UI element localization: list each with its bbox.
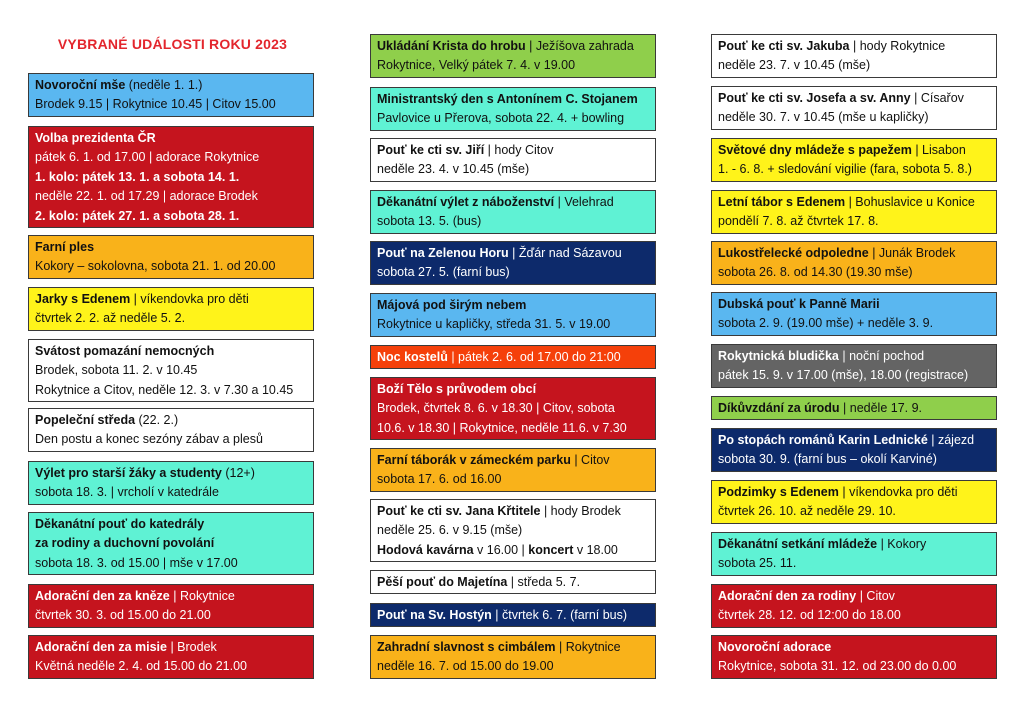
event-text-bold: Adorační den za rodiny bbox=[718, 589, 857, 603]
event-detail-line bbox=[718, 366, 990, 385]
event-text: | pátek 2. 6. od 17.00 do 21:00 bbox=[447, 350, 621, 364]
event-detail-line bbox=[377, 160, 649, 179]
event-text-bold: Pouť ke cti sv. Josefa a sv. Anny bbox=[718, 91, 911, 105]
event-text-bold: Farní ples bbox=[35, 240, 95, 254]
event-text-bold: Májová pod širým nebem bbox=[377, 298, 527, 312]
event-title-line bbox=[377, 502, 649, 521]
event-text-bold: Pěší pouť do Majetína bbox=[377, 575, 508, 589]
event-box bbox=[370, 570, 656, 594]
event-text-bold: Rokytnická bludička bbox=[718, 349, 839, 363]
event-text: pátek 6. 1. od 17.00 | adorace Rokytnice bbox=[35, 150, 260, 165]
event-title-line bbox=[718, 483, 990, 502]
event-text: sobota 17. 6. od 16.00 bbox=[377, 472, 502, 487]
event-text-bold: Adorační den za misie bbox=[35, 640, 167, 654]
event-text-bold: Dubská pouť k Panně Marii bbox=[718, 297, 880, 311]
event-text: (neděle 1. 1.) bbox=[125, 78, 203, 92]
event-text-bold: Ministrantský den s Antonínem C. Stojanem bbox=[377, 92, 638, 106]
event-title-line bbox=[35, 76, 307, 95]
event-text-bold: 1. kolo: pátek 13. 1. a sobota 14. 1. bbox=[35, 169, 240, 184]
event-detail-line bbox=[377, 109, 649, 128]
event-text: | hody Rokytnice bbox=[849, 39, 946, 53]
event-detail-line bbox=[35, 257, 307, 276]
event-text-bold: Děkanátní výlet z náboženství bbox=[377, 195, 555, 209]
event-title-line bbox=[35, 290, 307, 309]
event-text: Den postu a konec sezóny zábav a plesů bbox=[35, 432, 263, 447]
event-text: neděle 22. 1. od 17.29 | adorace Brodek bbox=[35, 189, 258, 204]
event-box bbox=[711, 584, 997, 628]
event-text: sobota 2. 9. (19.00 mše) + neděle 3. 9. bbox=[718, 316, 934, 331]
event-text: Pavlovice u Přerova, sobota 22. 4. + bowling bbox=[377, 111, 625, 126]
event-detail-line bbox=[35, 606, 307, 625]
event-title-line bbox=[35, 411, 307, 430]
event-detail-line bbox=[718, 606, 990, 625]
event-text: | noční pochod bbox=[838, 349, 925, 363]
event-text-bold: Děkanátní pouť do katedrály bbox=[35, 517, 205, 531]
event-box bbox=[28, 512, 314, 575]
event-text: | Kokory bbox=[877, 537, 927, 551]
event-title-line bbox=[377, 90, 649, 109]
event-text: sobota 27. 5. (farní bus) bbox=[377, 265, 510, 280]
event-title-line bbox=[377, 244, 649, 263]
event-box bbox=[711, 396, 997, 420]
event-text-bold: Farní táborák v zámeckém parku bbox=[377, 453, 571, 467]
event-text-bold: Svátost pomazání nemocných bbox=[35, 344, 215, 358]
event-box bbox=[711, 480, 997, 524]
event-title-line bbox=[718, 535, 990, 554]
event-text: | Citov bbox=[570, 453, 610, 467]
event-detail-line bbox=[35, 309, 307, 328]
event-detail-line bbox=[718, 263, 990, 282]
event-text-bold: Po stopách románů Karin Lednické bbox=[718, 433, 928, 447]
event-text: 1. - 6. 8. + sledování vigilie (fara, sobota 5. 8.) bbox=[718, 162, 972, 177]
event-text: sobota 30. 9. (farní bus – okolí Karviné) bbox=[718, 452, 937, 467]
event-text-bold: Popeleční středa bbox=[35, 413, 136, 427]
event-title-line bbox=[377, 141, 649, 160]
event-text-bold: Díkůvzdání za úrodu bbox=[718, 401, 840, 415]
event-detail-line bbox=[377, 521, 649, 540]
event-box bbox=[711, 635, 997, 679]
event-detail-line bbox=[377, 399, 649, 418]
event-title-line bbox=[35, 129, 307, 148]
event-box bbox=[370, 138, 656, 182]
event-text-bold: Hodová kavárna bbox=[377, 542, 474, 557]
event-detail-line bbox=[35, 148, 307, 167]
event-text: neděle 16. 7. od 15.00 do 19.00 bbox=[377, 659, 554, 674]
event-detail-line bbox=[35, 381, 307, 400]
event-text: | víkendovka pro děti bbox=[838, 485, 958, 499]
event-title-line bbox=[718, 193, 990, 212]
event-text: Květná neděle 2. 4. od 15.00 do 21.00 bbox=[35, 659, 247, 674]
event-text: Brodek 9.15 | Rokytnice 10.45 | Citov 15.00 bbox=[35, 97, 276, 112]
event-text: čtvrtek 26. 10. až neděle 29. 10. bbox=[718, 504, 896, 519]
event-text: sobota 26. 8. od 14.30 (19.30 mše) bbox=[718, 265, 913, 280]
event-box bbox=[28, 461, 314, 505]
event-box bbox=[370, 87, 656, 131]
event-title-line bbox=[377, 296, 649, 315]
event-detail-line bbox=[718, 450, 990, 469]
event-text: sobota 25. 11. bbox=[718, 556, 797, 571]
event-title-line bbox=[718, 141, 990, 160]
event-text: Kokory – sokolovna, sobota 21. 1. od 20.00 bbox=[35, 259, 276, 274]
event-text-bold: Pouť ke cti sv. Jiří bbox=[377, 143, 485, 157]
event-title-line bbox=[35, 515, 307, 534]
event-box bbox=[28, 287, 314, 331]
event-detail-line bbox=[35, 534, 307, 553]
event-text-bold: Adorační den za kněze bbox=[35, 589, 170, 603]
event-text-bold: Boží Tělo s průvodem obcí bbox=[377, 382, 537, 396]
event-text: Rokytnice a Citov, neděle 12. 3. v 7.30 a 10.45 bbox=[35, 382, 294, 397]
event-box bbox=[711, 532, 997, 576]
event-title-line bbox=[35, 587, 307, 606]
event-text-bold: za rodiny a duchovní povolání bbox=[35, 536, 215, 551]
event-text: | Velehrad bbox=[554, 195, 614, 209]
event-text: sobota 18. 3. od 15.00 | mše v 17.00 bbox=[35, 555, 238, 570]
event-box bbox=[711, 292, 997, 336]
event-detail-line bbox=[718, 212, 990, 231]
event-box bbox=[711, 86, 997, 130]
event-text: | Rokytnice bbox=[555, 640, 621, 654]
event-text: sobota 13. 5. (bus) bbox=[377, 214, 482, 229]
event-box bbox=[28, 126, 314, 228]
event-text: | víkendovka pro děti bbox=[130, 292, 249, 306]
event-text: Rokytnice u kapličky, středa 31. 5. v 19.00 bbox=[377, 317, 611, 332]
event-detail-line bbox=[35, 95, 307, 114]
event-detail-line bbox=[377, 657, 649, 676]
event-text-bold: Jarky s Edenem bbox=[35, 292, 131, 306]
event-text-bold: Výlet pro starší žáky a studenty bbox=[35, 466, 222, 480]
event-text: | zájezd bbox=[927, 433, 975, 447]
event-text-bold: Lukostřelecké odpoledne bbox=[718, 246, 869, 260]
event-box bbox=[28, 235, 314, 279]
event-title-line bbox=[377, 380, 649, 399]
event-title-line bbox=[377, 451, 649, 470]
event-text-bold: 2. kolo: pátek 27. 1. a sobota 28. 1. bbox=[35, 208, 240, 223]
event-title-line bbox=[718, 37, 990, 56]
event-detail-line bbox=[377, 56, 649, 75]
event-text-bold: Pouť na Zelenou Horu bbox=[377, 246, 509, 260]
event-box bbox=[28, 408, 314, 452]
event-text-bold: koncert bbox=[528, 542, 574, 557]
event-title-line bbox=[35, 638, 307, 657]
event-detail-line bbox=[35, 657, 307, 676]
event-title-line bbox=[718, 638, 990, 657]
event-text-bold: Pouť ke cti sv. Jana Křtitele bbox=[377, 504, 541, 518]
event-text: 10.6. v 18.30 | Rokytnice, neděle 11.6. v 7.30 bbox=[377, 420, 627, 435]
event-text: neděle 23. 4. v 10.45 (mše) bbox=[377, 162, 530, 177]
event-text-bold: Zahradní slavnost s cimbálem bbox=[377, 640, 556, 654]
event-box bbox=[370, 345, 656, 369]
event-text: čtvrtek 30. 3. od 15.00 do 21.00 bbox=[35, 608, 211, 623]
event-box bbox=[370, 241, 656, 285]
event-detail-line bbox=[35, 483, 307, 502]
event-detail-line bbox=[718, 657, 990, 676]
event-text: Brodek, sobota 11. 2. v 10.45 bbox=[35, 363, 198, 378]
event-detail-line bbox=[718, 314, 990, 333]
event-detail-line bbox=[377, 541, 649, 560]
event-title-line bbox=[377, 573, 649, 592]
event-box bbox=[28, 73, 314, 117]
event-box bbox=[370, 34, 656, 78]
event-title-line bbox=[718, 295, 990, 314]
event-title-line bbox=[35, 238, 307, 257]
event-box bbox=[711, 241, 997, 285]
event-box bbox=[370, 448, 656, 492]
event-detail-line bbox=[718, 502, 990, 521]
event-text: (12+) bbox=[221, 466, 255, 480]
event-detail-line bbox=[718, 56, 990, 75]
event-box bbox=[370, 499, 656, 562]
event-box bbox=[370, 190, 656, 234]
event-text: Rokytnice, Velký pátek 7. 4. v 19.00 bbox=[377, 58, 576, 73]
event-box bbox=[711, 428, 997, 472]
event-text-bold: Novoroční adorace bbox=[718, 640, 832, 654]
event-text: | hody Citov bbox=[484, 143, 554, 157]
event-box bbox=[28, 635, 314, 679]
event-text: neděle 25. 6. v 9.15 (mše) bbox=[377, 523, 523, 538]
event-title-line bbox=[377, 348, 649, 367]
event-text: pátek 15. 9. v 17.00 (mše), 18.00 (registrace) bbox=[718, 368, 969, 383]
event-text: neděle 30. 7. v 10.45 (mše u kapličky) bbox=[718, 110, 929, 125]
event-box bbox=[28, 584, 314, 628]
event-text: neděle 23. 7. v 10.45 (mše) bbox=[718, 58, 871, 73]
event-text: | Císařov bbox=[910, 91, 964, 105]
event-text: | Bohuslavice u Konice bbox=[845, 195, 975, 209]
event-box bbox=[711, 138, 997, 182]
event-box bbox=[370, 377, 656, 440]
event-text: | Ježíšova zahrada bbox=[525, 39, 634, 53]
event-text-bold: Volba prezidenta ČR bbox=[35, 131, 156, 145]
event-detail-line bbox=[35, 361, 307, 380]
event-detail-line bbox=[377, 419, 649, 438]
event-title-line bbox=[35, 464, 307, 483]
event-text: čtvrtek 2. 2. až neděle 5. 2. bbox=[35, 311, 186, 326]
event-title-line bbox=[35, 342, 307, 361]
event-text: | Lisabon bbox=[911, 143, 966, 157]
event-detail-line bbox=[35, 430, 307, 449]
event-text: Rokytnice, sobota 31. 12. od 23.00 do 0.00 bbox=[718, 659, 957, 674]
event-title-line bbox=[377, 606, 649, 625]
event-title-line bbox=[718, 587, 990, 606]
event-detail-line bbox=[35, 187, 307, 206]
event-text: Brodek, čtvrtek 8. 6. v 18.30 | Citov, sobota bbox=[377, 401, 615, 416]
event-text: | čtvrtek 6. 7. (farní bus) bbox=[491, 608, 628, 622]
event-detail-line bbox=[35, 554, 307, 573]
event-detail-line bbox=[35, 207, 307, 226]
event-detail-line bbox=[718, 160, 990, 179]
event-text: | středa 5. 7. bbox=[507, 575, 581, 589]
event-title-line bbox=[377, 638, 649, 657]
event-detail-line bbox=[377, 263, 649, 282]
event-detail-line bbox=[377, 315, 649, 334]
event-text: sobota 18. 3. | vrcholí v katedrále bbox=[35, 485, 219, 500]
event-text: (22. 2.) bbox=[135, 413, 179, 427]
event-text-bold: Pouť ke cti sv. Jakuba bbox=[718, 39, 850, 53]
event-text: | Žďár nad Sázavou bbox=[508, 246, 622, 260]
event-detail-line bbox=[35, 168, 307, 187]
event-text: | Citov bbox=[856, 589, 895, 603]
event-box bbox=[711, 344, 997, 388]
event-text: | Junák Brodek bbox=[868, 246, 956, 260]
event-text-bold: Světové dny mládeže s papežem bbox=[718, 143, 912, 157]
event-detail-line bbox=[718, 108, 990, 127]
event-text: | hody Brodek bbox=[540, 504, 621, 518]
event-text: v 18.00 bbox=[573, 542, 618, 557]
event-text-bold: Podzimky s Edenem bbox=[718, 485, 839, 499]
event-title-line bbox=[377, 37, 649, 56]
page-title: VYBRANÉ UDÁLOSTI ROKU 2023 bbox=[57, 36, 288, 52]
event-text-bold: Noc kostelů bbox=[377, 350, 448, 364]
event-title-line bbox=[718, 89, 990, 108]
event-text-bold: Ukládání Krista do hrobu bbox=[377, 39, 526, 53]
event-text: čtvrtek 28. 12. od 12:00 do 18.00 bbox=[718, 608, 901, 623]
event-text: | neděle 17. 9. bbox=[839, 401, 923, 415]
event-box bbox=[711, 190, 997, 234]
event-title-line bbox=[718, 399, 990, 418]
event-text: v 16.00 | bbox=[473, 542, 529, 557]
event-title-line bbox=[377, 193, 649, 212]
event-text: | Brodek bbox=[166, 640, 217, 654]
event-box bbox=[28, 339, 314, 402]
event-box bbox=[370, 635, 656, 679]
event-box bbox=[711, 34, 997, 78]
event-title-line bbox=[718, 347, 990, 366]
event-text: | Rokytnice bbox=[169, 589, 235, 603]
event-box bbox=[370, 603, 656, 627]
event-text-bold: Děkanátní setkání mládeže bbox=[718, 537, 878, 551]
event-text-bold: Novoroční mše bbox=[35, 78, 126, 92]
event-box bbox=[370, 293, 656, 337]
event-title-line bbox=[718, 244, 990, 263]
event-detail-line bbox=[377, 212, 649, 231]
event-text-bold: Letní tábor s Edenem bbox=[718, 195, 846, 209]
event-title-line bbox=[718, 431, 990, 450]
event-text-bold: Pouť na Sv. Hostýn bbox=[377, 608, 492, 622]
event-text: pondělí 7. 8. až čtvrtek 17. 8. bbox=[718, 214, 879, 229]
event-detail-line bbox=[377, 470, 649, 489]
event-detail-line bbox=[718, 554, 990, 573]
